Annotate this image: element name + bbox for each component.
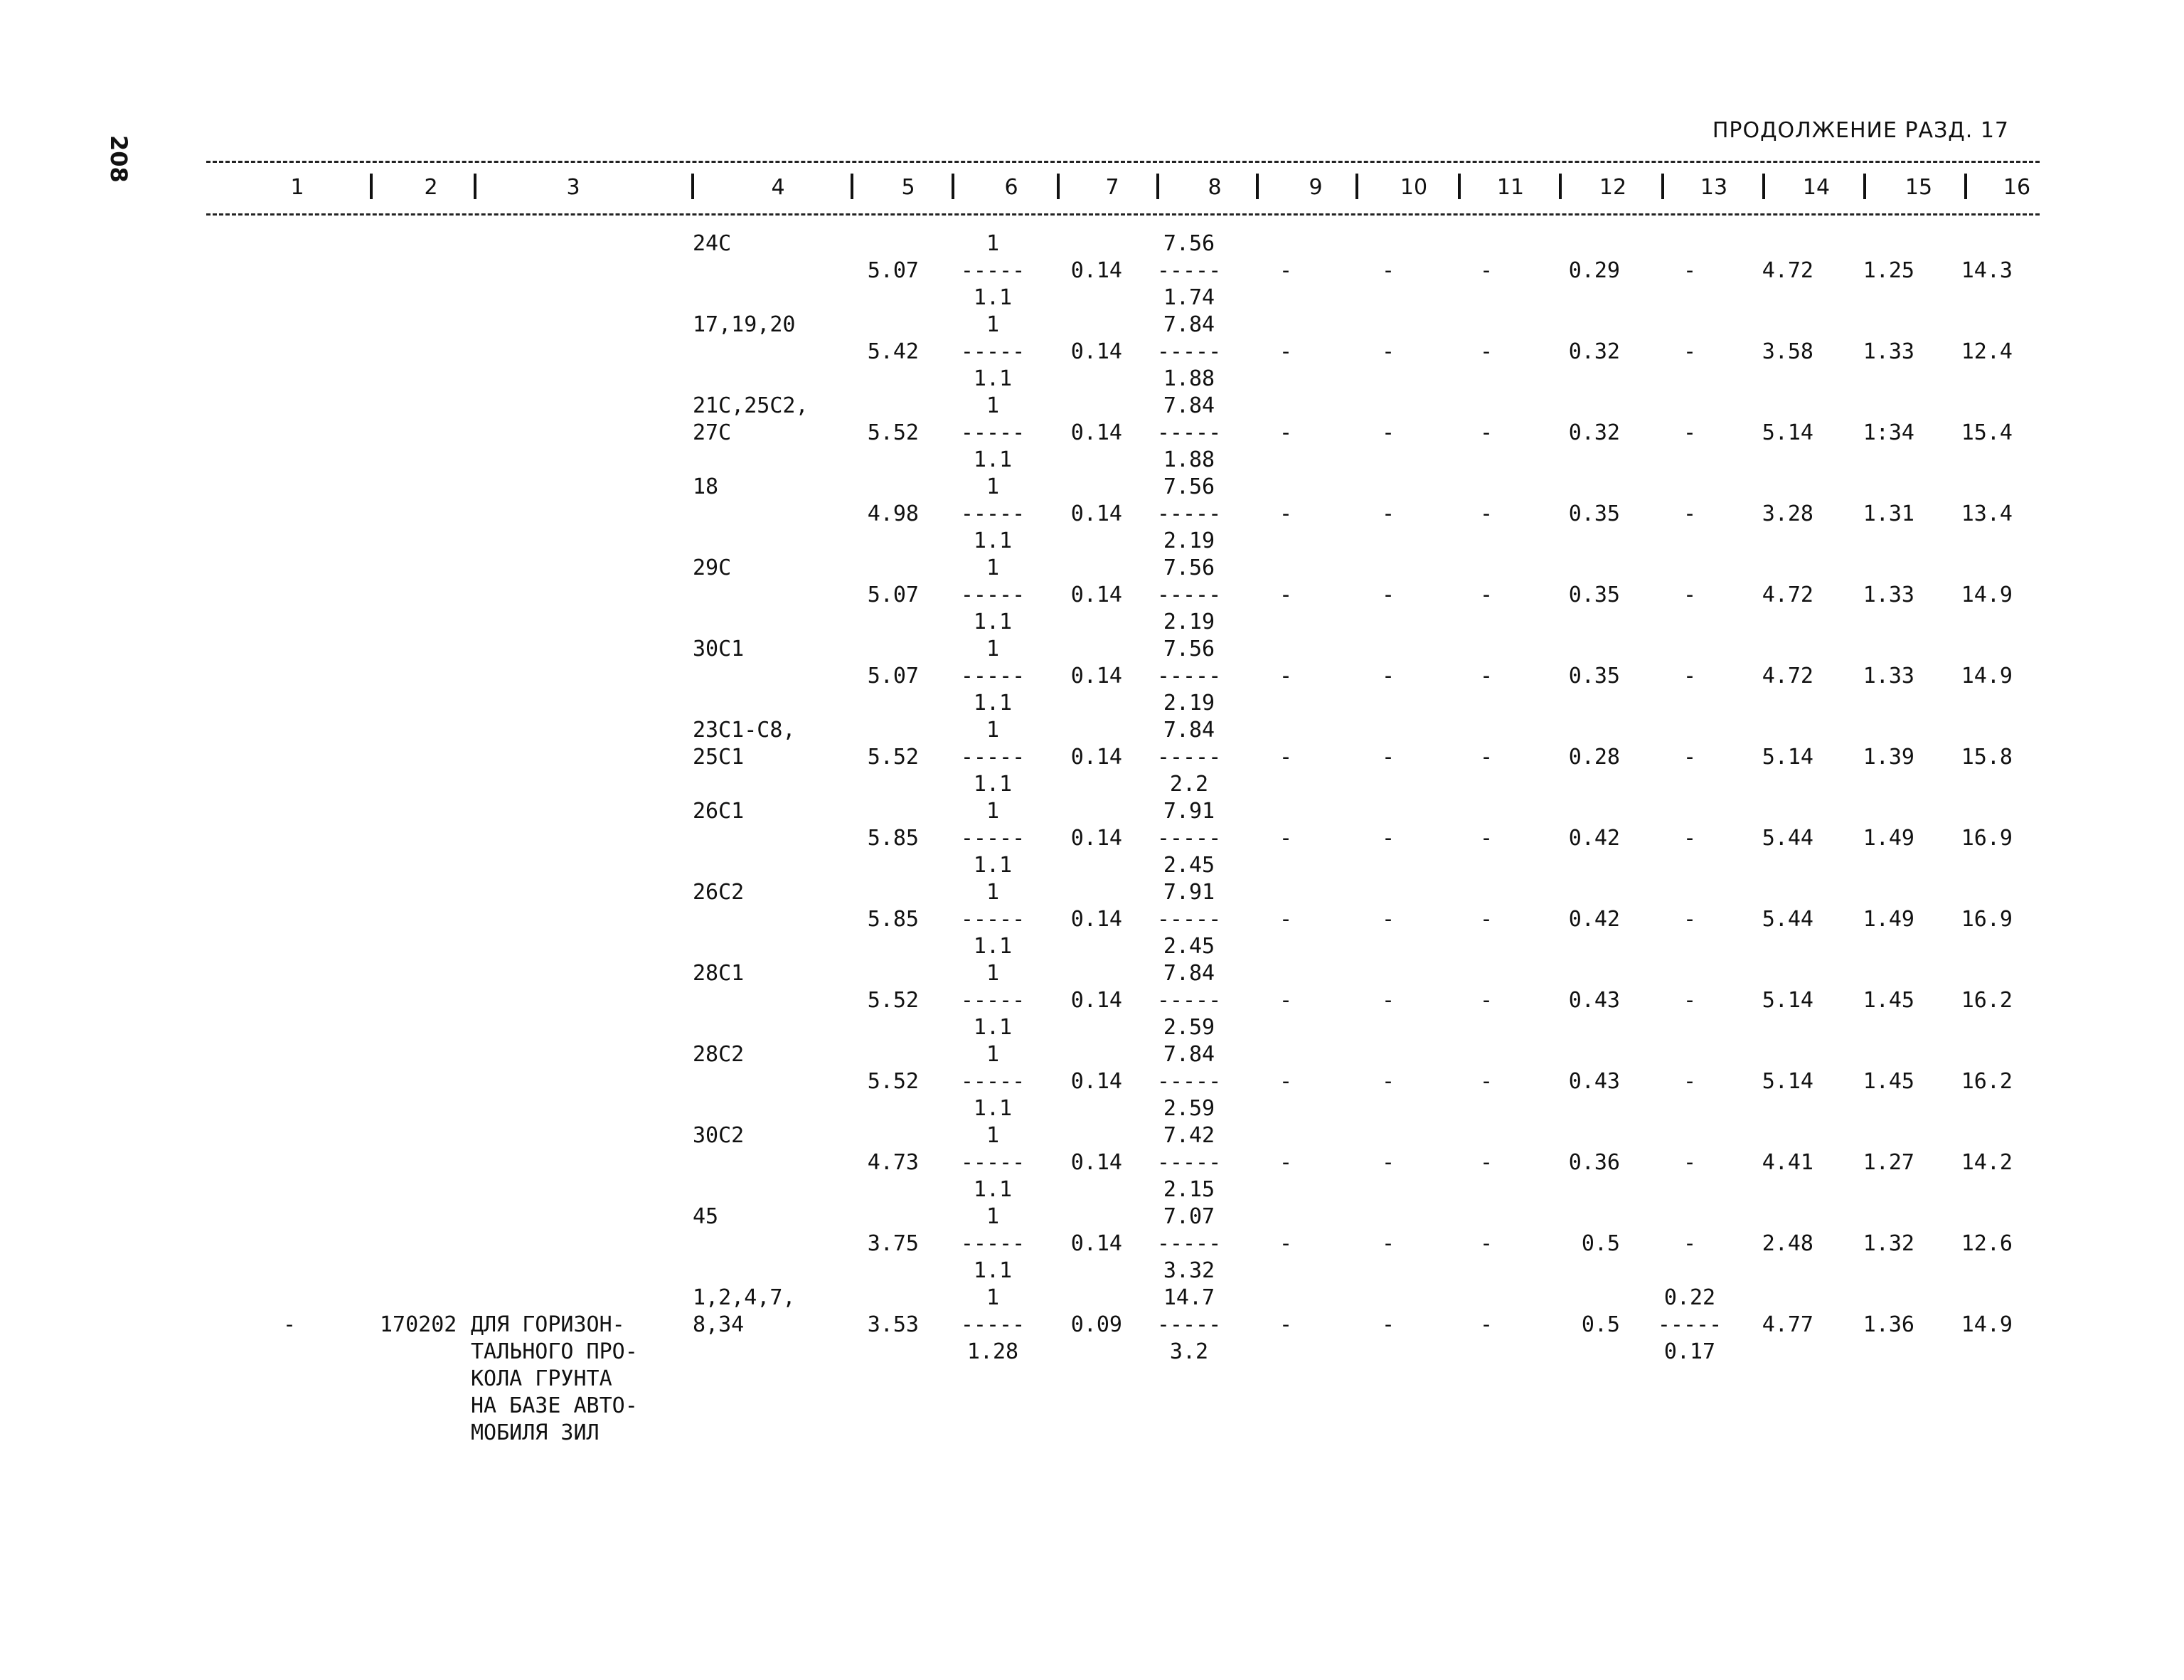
row-col6-numerator: 1 [986, 799, 1000, 824]
row-col11: - [1479, 420, 1493, 445]
row-col9: - [1279, 988, 1293, 1013]
row-col4-line: 21С,25С2, [693, 393, 809, 418]
row-col6-numerator: 1 [986, 1285, 1000, 1310]
row-col8-fraction-bar: ----- [1156, 1312, 1222, 1337]
row-col6-numerator: 1 [986, 961, 1000, 986]
column-header-2: 2 [424, 175, 438, 200]
row-col12: 0.42 [1568, 907, 1620, 932]
row-col8-fraction-bar: ----- [1156, 745, 1222, 770]
row-col4-line: 8,34 [693, 1312, 745, 1337]
section-title: ПРОДОЛЖЕНИЕ РАЗД. 17 [1712, 118, 2009, 143]
row-col4-line: 27С [693, 420, 732, 445]
row-col15: 1.39 [1863, 745, 1914, 770]
column-header-10: 10 [1400, 175, 1428, 200]
row-col8-denominator: 2.19 [1163, 610, 1215, 634]
row-col7: 0.09 [1070, 1312, 1122, 1337]
row-col14: 5.14 [1762, 745, 1813, 770]
row-col8-numerator: 7.56 [1163, 474, 1215, 499]
row-col8-denominator: 2.2 [1169, 772, 1209, 797]
row-col11: - [1479, 1231, 1493, 1256]
row-col10: - [1381, 1231, 1395, 1256]
row-col13: - [1683, 420, 1697, 445]
row-col7: 0.14 [1070, 1069, 1122, 1094]
row-col16: 15.8 [1961, 745, 2013, 770]
row-col15: 1.33 [1863, 583, 1914, 607]
row-col5: 3.75 [867, 1231, 919, 1256]
row-col11: - [1479, 258, 1493, 283]
row-col6-fraction-bar: ----- [960, 1312, 1026, 1337]
row-col8-denominator: 2.59 [1163, 1015, 1215, 1040]
row-col14: 4.77 [1762, 1312, 1813, 1337]
row-col6-denominator: 1.1 [973, 772, 1013, 797]
row-col12: 0.36 [1568, 1150, 1620, 1175]
row-col15: 1.33 [1863, 339, 1914, 364]
row-col6-denominator: 1.1 [973, 1015, 1013, 1040]
row-col11: - [1479, 501, 1493, 526]
row-col4-line: 17,19,20 [693, 312, 796, 337]
row-col6-numerator: 1 [986, 393, 1000, 418]
row-col6-denominator: 1.1 [973, 934, 1013, 959]
row-col8-numerator: 7.84 [1163, 718, 1215, 743]
row-col12: 0.35 [1568, 501, 1620, 526]
row-col8-fraction-bar: ----- [1156, 1150, 1222, 1175]
row-col15: 1.36 [1863, 1312, 1914, 1337]
row-col12: 0.35 [1568, 664, 1620, 689]
column-header-9: 9 [1309, 175, 1323, 200]
row-col6-denominator: 1.1 [973, 528, 1013, 553]
row-col7: 0.14 [1070, 258, 1122, 283]
row-col14: 4.72 [1762, 258, 1813, 283]
row-col6-fraction-bar: ----- [960, 1069, 1026, 1094]
row-col8-fraction-bar: ----- [1156, 664, 1222, 689]
row-col6-numerator: 1 [986, 1042, 1000, 1067]
row-col8-denominator: 3.2 [1169, 1339, 1209, 1364]
row-col13: - [1683, 826, 1697, 851]
row-col12: 0.32 [1568, 420, 1620, 445]
row-col6-fraction-bar: ----- [960, 745, 1026, 770]
row-col11: - [1479, 988, 1493, 1013]
row-col7: 0.14 [1070, 1150, 1122, 1175]
row-col8-denominator: 1.88 [1163, 366, 1215, 391]
column-header-8: 8 [1208, 175, 1222, 200]
row-col13-denominator: 0.17 [1663, 1339, 1716, 1364]
row-col6-denominator: 1.1 [973, 853, 1013, 878]
row-col6-denominator: 1.1 [973, 1177, 1013, 1202]
row-col15: 1.33 [1863, 664, 1914, 689]
row-col7: 0.14 [1070, 826, 1122, 851]
row-col8-numerator: 7.07 [1163, 1204, 1215, 1229]
row-col7: 0.14 [1070, 745, 1122, 770]
row-col16: 12.4 [1961, 339, 2013, 364]
row-col6-fraction-bar: ----- [960, 664, 1026, 689]
row-col8-denominator: 2.45 [1163, 934, 1215, 959]
column-header-5: 5 [901, 175, 915, 200]
row-col9: - [1279, 420, 1293, 445]
row-col10: - [1381, 1069, 1395, 1094]
row-col8-numerator: 7.56 [1163, 555, 1215, 580]
row-col16: 13.4 [1961, 501, 2013, 526]
row-col10: - [1381, 258, 1395, 283]
row-col8-denominator: 1.74 [1163, 285, 1215, 310]
row-col4-line: 45 [693, 1204, 719, 1229]
row-col10: - [1381, 583, 1395, 607]
row-col6-fraction-bar: ----- [960, 420, 1026, 445]
row-col13-numerator: 0.22 [1663, 1285, 1716, 1310]
column-header-3: 3 [566, 175, 580, 200]
row-col14: 2.48 [1762, 1231, 1813, 1256]
row-col12: 0.43 [1568, 988, 1620, 1013]
row-col8-denominator: 2.19 [1163, 691, 1215, 716]
row-col11: - [1479, 583, 1493, 607]
row-col8-numerator: 7.84 [1163, 312, 1215, 337]
row-col6-numerator: 1 [986, 637, 1000, 661]
row-col7: 0.14 [1070, 1231, 1122, 1256]
row-col4-line: 30С2 [693, 1123, 745, 1148]
row-col7: 0.14 [1070, 583, 1122, 607]
row-col10: - [1381, 1150, 1395, 1175]
row-col8-numerator: 7.84 [1163, 393, 1215, 418]
row-col10: - [1381, 907, 1395, 932]
row-col8-denominator: 2.19 [1163, 528, 1215, 553]
row-col8-numerator: 7.84 [1163, 1042, 1215, 1067]
row-col14: 3.28 [1762, 501, 1813, 526]
row-col6-fraction-bar: ----- [960, 1231, 1026, 1256]
row-col10: - [1381, 988, 1395, 1013]
row-col8-fraction-bar: ----- [1156, 826, 1222, 851]
column-header-1: 1 [290, 175, 304, 200]
row-col8-fraction-bar: ----- [1156, 907, 1222, 932]
row-col10: - [1381, 826, 1395, 851]
row-col6-denominator: 1.1 [973, 610, 1013, 634]
row-col11: - [1479, 907, 1493, 932]
row-col13-fraction-bar: ----- [1657, 1312, 1722, 1337]
row-description-line: ДЛЯ ГОРИЗОН- [471, 1312, 625, 1337]
row-col9: - [1279, 745, 1293, 770]
row-col6-fraction-bar: ----- [960, 988, 1026, 1013]
row-col4-line: 30С1 [693, 637, 745, 661]
row-col12: 0.43 [1568, 1069, 1620, 1094]
row-col15: 1.49 [1863, 907, 1914, 932]
row-col7: 0.14 [1070, 907, 1122, 932]
row-col11: - [1479, 664, 1493, 689]
row-col8-denominator: 1.88 [1163, 447, 1215, 472]
row-col7: 0.14 [1070, 501, 1122, 526]
row-col8-fraction-bar: ----- [1156, 1231, 1222, 1256]
row-col6-denominator: 1.1 [973, 366, 1013, 391]
row-col13: - [1683, 664, 1697, 689]
row-col5: 3.53 [867, 1312, 919, 1337]
row-col6-denominator: 1.1 [973, 285, 1013, 310]
row-col8-fraction-bar: ----- [1156, 258, 1222, 283]
row-col6-fraction-bar: ----- [960, 339, 1026, 364]
row-col16: 16.2 [1961, 1069, 2013, 1094]
row-col16: 16.2 [1961, 988, 2013, 1013]
row-col8-denominator: 2.15 [1163, 1177, 1215, 1202]
column-header-7: 7 [1105, 175, 1119, 200]
column-header-16: 16 [2003, 175, 2031, 200]
row-col9: - [1279, 339, 1293, 364]
row-col8-numerator: 14.7 [1163, 1285, 1215, 1310]
row-col12: 0.32 [1568, 339, 1620, 364]
row-col5: 4.73 [867, 1150, 919, 1175]
row-col5: 5.85 [867, 907, 919, 932]
row-col6-fraction-bar: ----- [960, 1150, 1026, 1175]
row-col8-fraction-bar: ----- [1156, 988, 1222, 1013]
row-description-line: МОБИЛЯ ЗИЛ [471, 1420, 600, 1445]
row-col6-denominator: 1.1 [973, 1258, 1013, 1283]
row-col12: 0.5 [1581, 1231, 1620, 1256]
row-col15: 1.31 [1863, 501, 1914, 526]
row-col8-numerator: 7.56 [1163, 637, 1215, 661]
column-header-12: 12 [1599, 175, 1627, 200]
row-col16: 15.4 [1961, 420, 2013, 445]
row-col6-fraction-bar: ----- [960, 583, 1026, 607]
row-col6-fraction-bar: ----- [960, 258, 1026, 283]
row-col6-numerator: 1 [986, 474, 1000, 499]
row-col16: 16.9 [1961, 826, 2013, 851]
row-col8-fraction-bar: ----- [1156, 1069, 1222, 1094]
row-col6-denominator: 1.1 [973, 447, 1013, 472]
row-col15: 1.32 [1863, 1231, 1914, 1256]
row-col5: 5.52 [867, 1069, 919, 1094]
row-col7: 0.14 [1070, 339, 1122, 364]
row-col6-denominator: 1.1 [973, 691, 1013, 716]
row-description-line: КОЛА ГРУНТА [471, 1366, 612, 1391]
row-col11: - [1479, 1069, 1493, 1094]
row-col5: 5.52 [867, 988, 919, 1013]
column-header-13: 13 [1700, 175, 1728, 200]
row-col4-line: 29С [693, 555, 732, 580]
row-col6-numerator: 1 [986, 1123, 1000, 1148]
row-col8-denominator: 3.32 [1163, 1258, 1215, 1283]
row-col15: 1:34 [1863, 420, 1914, 445]
row-col9: - [1279, 664, 1293, 689]
row-col15: 1.49 [1863, 826, 1914, 851]
row-col12: 0.35 [1568, 583, 1620, 607]
row-col13: - [1683, 745, 1697, 770]
row-col10: - [1381, 339, 1395, 364]
row-col10: - [1381, 664, 1395, 689]
row-col8-numerator: 7.91 [1163, 880, 1215, 905]
row-col16: 14.9 [1961, 583, 2013, 607]
row-col14: 4.41 [1762, 1150, 1813, 1175]
row-col7: 0.14 [1070, 988, 1122, 1013]
row-col6-fraction-bar: ----- [960, 501, 1026, 526]
page-number: 208 [105, 135, 132, 183]
row-col6-numerator: 1 [986, 718, 1000, 743]
row-col5: 5.07 [867, 664, 919, 689]
column-header-15: 15 [1905, 175, 1933, 200]
row-col14: 4.72 [1762, 664, 1813, 689]
row-col14: 5.14 [1762, 988, 1813, 1013]
row-col15: 1.45 [1863, 988, 1914, 1013]
row-col5: 5.07 [867, 583, 919, 607]
row-col11: - [1479, 339, 1493, 364]
row-col7: 0.14 [1070, 664, 1122, 689]
row-col4-line: 24С [693, 231, 732, 256]
row-col4-line: 28С1 [693, 961, 745, 986]
row-col5: 5.52 [867, 745, 919, 770]
column-header-11: 11 [1496, 175, 1525, 200]
row-col14: 5.14 [1762, 1069, 1813, 1094]
row-col5: 5.42 [867, 339, 919, 364]
row-col11: - [1479, 1312, 1493, 1337]
row-col6-numerator: 1 [986, 555, 1000, 580]
row-col12: 0.5 [1581, 1312, 1620, 1337]
row-col16: 14.9 [1961, 1312, 2013, 1337]
row-col4-line: 26С1 [693, 799, 745, 824]
row-col4-line: 26С2 [693, 880, 745, 905]
row-col16: 14.3 [1961, 258, 2013, 283]
row-col8-numerator: 7.42 [1163, 1123, 1215, 1148]
row-col6-fraction-bar: ----- [960, 826, 1026, 851]
row-col13: - [1683, 1150, 1697, 1175]
row-col14: 5.44 [1762, 826, 1813, 851]
row-col8-fraction-bar: ----- [1156, 420, 1222, 445]
row-col13: - [1683, 258, 1697, 283]
row-col12: 0.28 [1568, 745, 1620, 770]
row-col13: - [1683, 1231, 1697, 1256]
row-col5: 5.07 [867, 258, 919, 283]
row-col14: 5.14 [1762, 420, 1813, 445]
row-col1: - [283, 1312, 297, 1337]
row-col12: 0.42 [1568, 826, 1620, 851]
row-col6-fraction-bar: ----- [960, 907, 1026, 932]
row-col6-denominator: 1.28 [966, 1339, 1019, 1364]
row-col6-numerator: 1 [986, 231, 1000, 256]
row-col9: - [1279, 583, 1293, 607]
row-code: 170202 [380, 1312, 457, 1337]
row-col13: - [1683, 907, 1697, 932]
row-col8-denominator: 2.59 [1163, 1096, 1215, 1121]
row-col10: - [1381, 420, 1395, 445]
row-col8-fraction-bar: ----- [1156, 339, 1222, 364]
row-col8-numerator: 7.91 [1163, 799, 1215, 824]
row-description-line: НА БАЗЕ АВТО- [471, 1393, 638, 1418]
row-col9: - [1279, 826, 1293, 851]
row-col16: 16.9 [1961, 907, 2013, 932]
row-col8-fraction-bar: ----- [1156, 501, 1222, 526]
row-col8-numerator: 7.84 [1163, 961, 1215, 986]
row-col4-line: 23С1-С8, [693, 718, 796, 743]
row-col9: - [1279, 1150, 1293, 1175]
column-header-4: 4 [771, 175, 785, 200]
row-col15: 1.27 [1863, 1150, 1914, 1175]
row-col9: - [1279, 1312, 1293, 1337]
row-col5: 5.52 [867, 420, 919, 445]
row-col8-fraction-bar: ----- [1156, 583, 1222, 607]
row-col9: - [1279, 1069, 1293, 1094]
row-col15: 1.45 [1863, 1069, 1914, 1094]
row-col6-numerator: 1 [986, 312, 1000, 337]
row-col6-denominator: 1.1 [973, 1096, 1013, 1121]
row-col13: - [1683, 339, 1697, 364]
row-col15: 1.25 [1863, 258, 1914, 283]
row-col9: - [1279, 501, 1293, 526]
row-col16: 14.9 [1961, 664, 2013, 689]
row-col13: - [1683, 1069, 1697, 1094]
column-header-14: 14 [1802, 175, 1831, 200]
row-col11: - [1479, 826, 1493, 851]
row-col14: 5.44 [1762, 907, 1813, 932]
row-col8-denominator: 2.45 [1163, 853, 1215, 878]
row-col13: - [1683, 501, 1697, 526]
row-col9: - [1279, 907, 1293, 932]
row-col7: 0.14 [1070, 420, 1122, 445]
row-col12: 0.29 [1568, 258, 1620, 283]
row-col4-line: 25С1 [693, 745, 745, 770]
row-description-line: ТАЛЬНОГО ПРО- [471, 1339, 638, 1364]
row-col9: - [1279, 258, 1293, 283]
row-col10: - [1381, 501, 1395, 526]
row-col4-line: 1,2,4,7, [693, 1285, 796, 1310]
row-col6-numerator: 1 [986, 1204, 1000, 1229]
row-col11: - [1479, 745, 1493, 770]
row-col14: 4.72 [1762, 583, 1813, 607]
row-col9: - [1279, 1231, 1293, 1256]
row-col13: - [1683, 988, 1697, 1013]
column-header-6: 6 [1004, 175, 1018, 200]
row-col5: 4.98 [867, 501, 919, 526]
row-col4-line: 18 [693, 474, 719, 499]
row-col8-numerator: 7.56 [1163, 231, 1215, 256]
row-col5: 5.85 [867, 826, 919, 851]
row-col16: 14.2 [1961, 1150, 2013, 1175]
row-col6-numerator: 1 [986, 880, 1000, 905]
row-col10: - [1381, 745, 1395, 770]
row-col11: - [1479, 1150, 1493, 1175]
row-col16: 12.6 [1961, 1231, 2013, 1256]
row-col4-line: 28С2 [693, 1042, 745, 1067]
row-col13: - [1683, 583, 1697, 607]
row-col10: - [1381, 1312, 1395, 1337]
row-col14: 3.58 [1762, 339, 1813, 364]
